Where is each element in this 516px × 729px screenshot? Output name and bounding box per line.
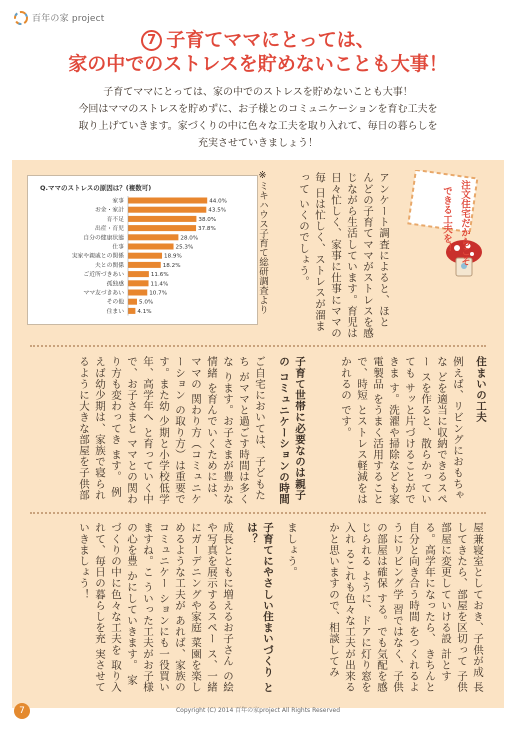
text-line: する。でも気配を感じられる <box>360 522 388 693</box>
text-line: 成長とともに増えるお子さん <box>222 522 234 667</box>
text-line: 例えば幼少期は、家族で寝られ <box>94 356 122 501</box>
text-line: とストレス軽減をはかれるの <box>340 356 368 505</box>
text-line: 実させていきましょう！ <box>78 522 106 693</box>
text-line: ります。お子さまが豊かな情緒 <box>206 356 234 505</box>
heading-line: とは？ <box>246 522 274 693</box>
chart-title: Q.ママのストレスの原因は？(複数可) <box>40 184 152 192</box>
chart-value-label: 18.2% <box>162 262 181 269</box>
text-line: 例えば、リビングにおもちゃな <box>436 356 464 501</box>
heading-line: コミュニケーションの時間 <box>278 371 290 505</box>
text-line: じながら生活しています。育児は <box>346 172 358 339</box>
text-line: がママと過ごす時間は多くな <box>222 356 250 505</box>
chart-category-label: 住まい <box>106 308 124 315</box>
chart-bar <box>128 271 149 277</box>
housing-body-text-2 <box>40 522 236 694</box>
chart-bar <box>128 216 196 222</box>
chart-category-label: 実家や親戚との関係 <box>71 253 124 260</box>
title-line-1 <box>0 28 516 52</box>
text-line: 屋兼寝室としておき、子供が成 <box>472 522 484 678</box>
chart-bar <box>128 280 149 286</box>
chart-bar <box>128 253 162 259</box>
text-line: るこれも色々な工夫が出来る <box>344 548 356 693</box>
living-body-text <box>314 356 466 506</box>
communication-body-text <box>40 356 268 506</box>
title-line-1-text: 子育てママにとっては、 <box>166 29 375 51</box>
chart-value-label: 38.0% <box>198 216 217 223</box>
text-line: ます。 <box>110 448 122 483</box>
chart-category-label: 育不足 <box>106 216 124 223</box>
text-line: ましょう。 <box>286 522 298 578</box>
text-line: 習ではなく、子供の部屋は確保 <box>376 522 404 693</box>
text-line: 子供部屋に変更していける設 <box>440 522 468 693</box>
section-divider <box>30 512 486 514</box>
bar-chart <box>28 194 256 322</box>
text-line: 少期と小学校低学年、高学年へ <box>142 356 170 505</box>
title-line-2: 家の中でのストレスを貯めないことも大事！ <box>68 53 448 75</box>
text-line: アンケート調査によると、ほと <box>378 172 390 328</box>
survey-note: ※ミキハウス子育て総研調査より <box>257 170 268 314</box>
chart-category-label: ご近所づきあい <box>83 272 124 279</box>
housing-body-text-end <box>282 522 300 694</box>
text-line: かと思いますので、相談してみ <box>328 522 340 678</box>
chart-value-label: 11.6% <box>150 272 169 279</box>
callout-line-2: できる工夫を！ <box>441 186 452 253</box>
chart-value-label: 44.0% <box>209 198 227 205</box>
text-line: ように、ドアに灯り窓を入れ <box>344 522 372 693</box>
text-line: るように大きな部屋を子供部 <box>78 356 90 501</box>
text-line: の絵や写真を展示するスペー <box>206 522 234 693</box>
text-line: サッと片づけることができま <box>388 356 416 505</box>
section-heading-housing <box>240 522 276 694</box>
text-line: です。 <box>340 404 352 438</box>
page-title <box>0 28 516 76</box>
chart-category-label: お金・家計 <box>95 207 124 214</box>
text-line: かにしていきます。 <box>126 570 138 671</box>
text-line: す。洗濯や掃除なども家電製品 <box>372 356 400 505</box>
chart-category-label: 出産・育児 <box>95 226 124 233</box>
text-line: 日々忙しく、家事に仕事にママの毎 <box>314 172 342 339</box>
chart-value-label: 5.0% <box>139 299 154 306</box>
text-line: 家づくりの中に色々な工夫を <box>110 522 138 686</box>
chart-bar <box>128 262 161 268</box>
text-line: きちんと自分と向き合う時間 <box>408 522 436 693</box>
text-line: 取り入れて、毎日の暮らしを充 <box>94 522 122 693</box>
chart-category-label: その他 <box>106 299 124 306</box>
text-line: 菜園を楽しめるような工夫が <box>174 522 202 693</box>
chart-bar <box>128 198 207 204</box>
chart-value-label: 43.5% <box>208 207 227 214</box>
text-line: をうまく活用することで、時短 <box>356 356 384 505</box>
chart-category-label: 家事 <box>112 198 124 205</box>
text-line: 関わり方（コミュニケーション <box>174 356 202 505</box>
chart-bar <box>128 290 147 296</box>
intro-line: 取り上げていきます。家づくりの中に色々な工夫を取り入れて、毎日の暮らしを <box>78 121 438 132</box>
chart-value-label: 25.3% <box>175 244 194 251</box>
intro-line: 充実させていきましょう！ <box>198 138 318 149</box>
text-line: んどの子育てママがストレスを感 <box>362 172 374 339</box>
chart-bar <box>128 299 137 305</box>
section-heading-communication <box>272 356 308 506</box>
chart-category-label: 孤独感 <box>106 281 124 288</box>
intro-text <box>30 84 486 152</box>
chart-bar <box>128 207 206 213</box>
text-line: どを適当に収納できるスペー <box>420 356 448 505</box>
text-line: ご自宅においては、子どもたち <box>238 356 266 501</box>
header <box>14 9 105 25</box>
callout-line-1: 注文住宅だからこそ <box>459 180 470 266</box>
logo-icon <box>14 10 28 24</box>
chart-category-label: 仕事 <box>112 244 124 251</box>
top-body-text <box>282 172 392 340</box>
heading-line: 子育てにやさしい住まいづくり <box>262 522 274 678</box>
chart-category-label: 自分の健康状態 <box>83 235 124 242</box>
chart-category-label: ママ友づきあい <box>83 290 124 297</box>
chart-value-label: 11.4% <box>150 281 169 288</box>
chart-bar <box>128 244 174 250</box>
text-line: ママとの関わり方も変わってき <box>110 356 138 505</box>
brand-name: 百年の家 project <box>32 13 105 24</box>
chart-value-label: 10.7% <box>149 290 168 297</box>
page-number-badge: 7 <box>14 703 30 719</box>
section-heading-living: 住まいの工夫 <box>475 356 487 423</box>
chart-value-label: 37.8% <box>198 226 216 233</box>
text-line: スを作ると、散らかっていても <box>404 356 432 505</box>
section-divider <box>30 345 486 347</box>
title-number-badge: 7 <box>141 30 162 51</box>
text-line: ス、一緒にガーデニングや家庭 <box>190 522 218 693</box>
chart-category-label: 夫との関係 <box>95 262 124 269</box>
text-line: 日は忙しく、ストレスが溜まって <box>298 172 326 332</box>
text-line: を育んでいくためには、ママの <box>190 356 218 505</box>
housing-body-text-1 <box>304 522 486 694</box>
text-line: と育っていく中で、お子さまと <box>126 356 154 505</box>
text-line: をつくれるようにリビング学 <box>392 522 420 693</box>
chart-bar <box>128 234 178 240</box>
chart-bar <box>128 225 196 231</box>
chart-value-label: 18.9% <box>164 253 182 260</box>
text-line: ションにも一役買いますね。こ <box>142 522 170 693</box>
text-line: あれば、家族のコミュニケー <box>158 522 186 693</box>
intro-line: 子育てママにとっては、家の中でのストレスを貯めないことも大事！ <box>103 87 413 98</box>
heading-line: 子育て世帯に必要なのは親子の <box>278 356 306 501</box>
text-line: の取り方）は重要です。また幼 <box>158 356 186 505</box>
text-line: ういった工夫がお子様の心を豊 <box>126 522 154 693</box>
copyright-text: Copyright (C) 2014 百年の家project All Rights Reserved <box>175 707 341 714</box>
chart-value-label: 28.0% <box>180 235 199 242</box>
chart-value-label: 4.1% <box>137 308 152 315</box>
intro-line: 今回はママのストレスを貯めずに、お子様とのコミュニケーションを育む工夫を <box>78 104 438 115</box>
text-line: 長してきたら、部屋を区切って <box>456 522 484 693</box>
text-line: いくのでしょう。 <box>298 198 310 287</box>
text-line: 計とする。高学年になったら、 <box>424 522 452 682</box>
chart-bar <box>128 308 135 314</box>
